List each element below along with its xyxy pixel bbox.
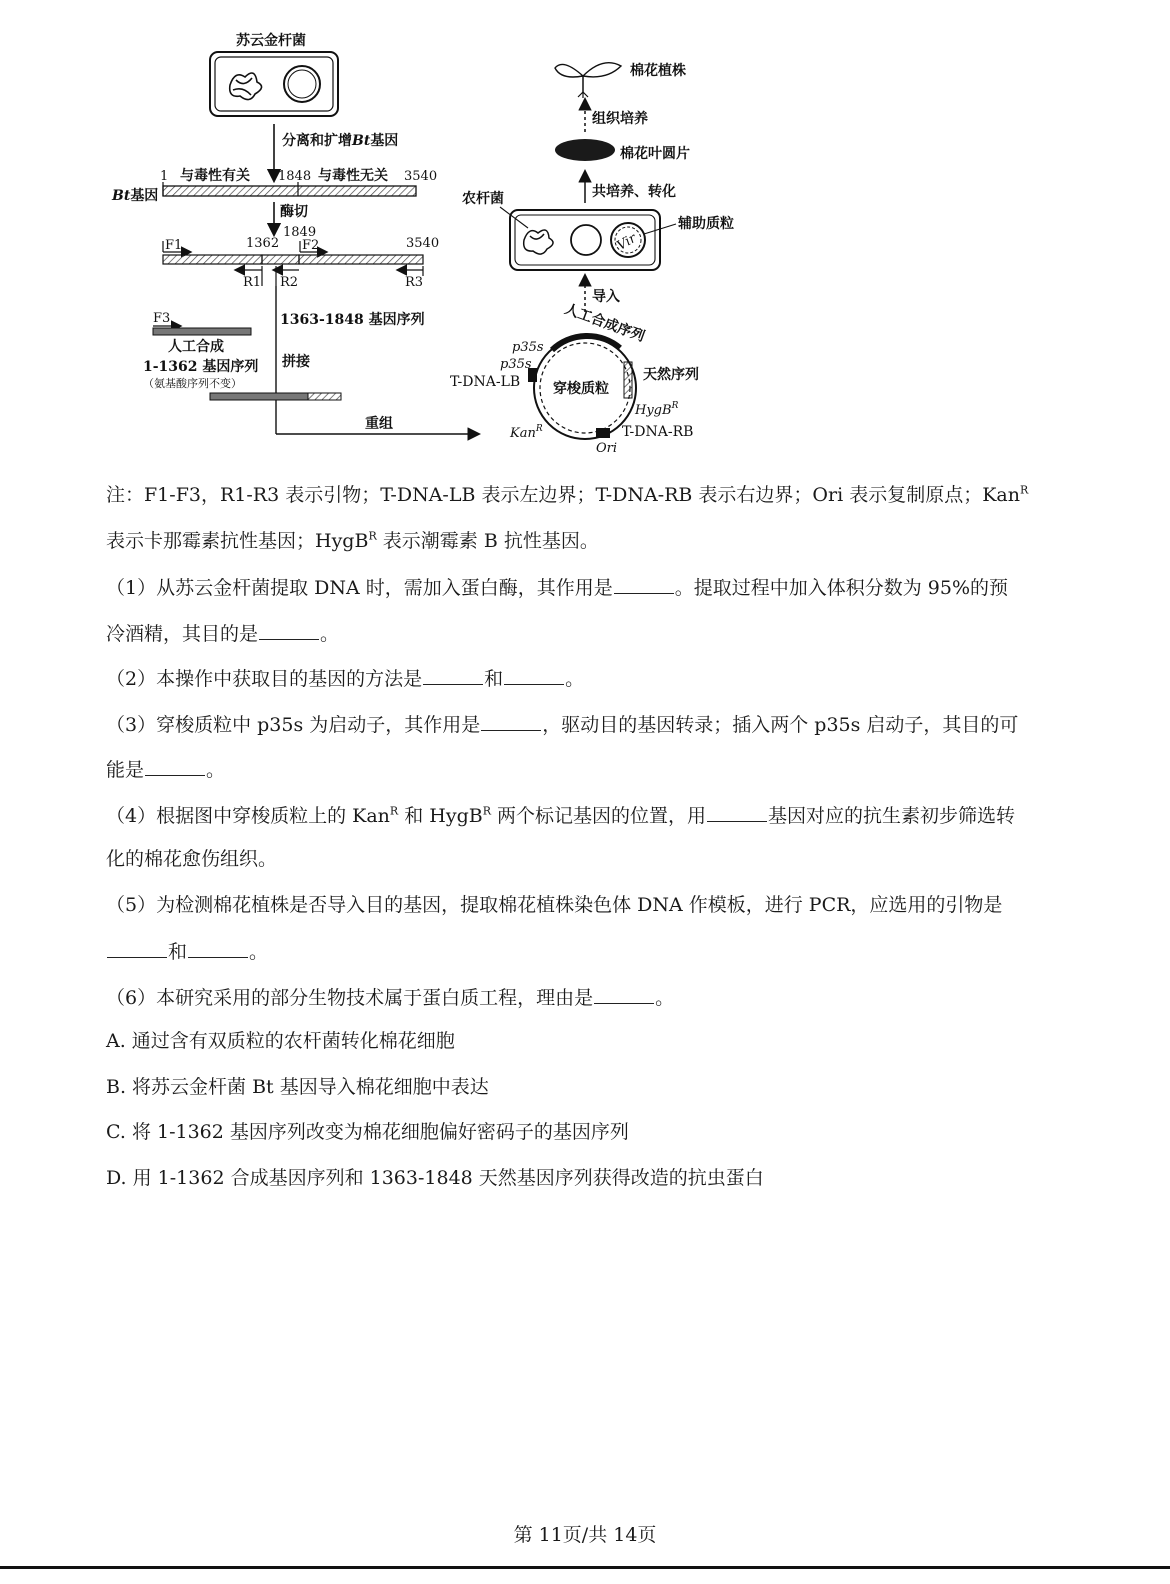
ori-block xyxy=(596,428,610,438)
toxic-related: 与毒性有关 xyxy=(180,168,250,184)
question-4-line-1: （4）根据图中穿梭质粒上的 Kan$^R$ 和 HygB$^R$ 两个标记基因的位置，用 基因对应的抗生素初步筛选转 xyxy=(106,804,1016,827)
step-cut: 酶切 xyxy=(280,204,308,220)
step-tissue: 组织培养 xyxy=(592,111,648,127)
pos-1: 1 xyxy=(160,169,169,184)
pos-3540b: 3540 xyxy=(406,236,440,251)
answer-blank[interactable] xyxy=(423,666,483,685)
agro-chromosome-icon xyxy=(524,230,553,254)
agro-plasmid-icon xyxy=(571,225,601,255)
step-coculture: 共培养、转化 xyxy=(592,184,676,200)
pos-1848: 1848 xyxy=(278,169,312,184)
primer-f2: F2 xyxy=(302,238,320,253)
seq-1363-1848: 1363-1848 基因序列 xyxy=(280,312,425,328)
page-number: 第 11页/共 14页 xyxy=(513,1524,657,1546)
agro-label: 农杆菌 xyxy=(462,191,504,207)
question-5-line-2: 和 。 xyxy=(106,939,268,963)
step-splice: 拼接 xyxy=(282,354,310,370)
plant-label: 棉花植株 xyxy=(630,63,686,79)
primer-r2: R2 xyxy=(280,275,299,290)
option-a: A. 通过含有双质粒的农杆菌转化棉花细胞 xyxy=(106,1030,455,1052)
pos-1849: 1849 xyxy=(283,225,317,240)
bacterium-wall xyxy=(215,57,333,111)
pos-1362: 1362 xyxy=(246,236,280,251)
recombined-part-1 xyxy=(210,393,308,400)
option-b: B. 将苏云金杆菌 Bt 基因导入棉花细胞中表达 xyxy=(106,1076,489,1098)
answer-blank[interactable] xyxy=(145,757,205,776)
answer-blank[interactable] xyxy=(594,985,654,1004)
cut-segment-1 xyxy=(163,255,262,264)
tdna-lb: T-DNA-LB xyxy=(450,374,521,390)
shuttle-plasmid: 穿梭质粒 xyxy=(553,381,609,397)
question-6: （6）本研究采用的部分生物技术属于蛋白质工程，理由是 。 xyxy=(106,987,675,1009)
answer-blank[interactable] xyxy=(707,803,767,822)
ori: Ori xyxy=(596,441,618,456)
plasmid-inner-ring xyxy=(288,70,316,98)
answer-blank[interactable] xyxy=(481,712,541,731)
question-4-line-2: 化的棉花愈伤组织。 xyxy=(106,848,278,870)
pos-3540: 3540 xyxy=(404,169,438,184)
question-3-line-1: （3）穿梭质粒中 p35s 为启动子，其作用是 ，驱动目的基因转录；插入两个 p35s 启动子，其目的可 xyxy=(106,714,1019,736)
answer-blank[interactable] xyxy=(188,939,248,958)
p35s-1: p35s xyxy=(512,340,544,355)
answer-blank[interactable] xyxy=(504,666,564,685)
primer-r1: R1 xyxy=(243,275,262,290)
leaf-disc: 棉花叶圆片 xyxy=(620,146,690,162)
step-recombine: 重组 xyxy=(365,416,393,432)
note-line-2: 表示卡那霉素抗性基因；HygB$^R$ 表示潮霉素 B 抗性基因。 xyxy=(106,529,599,552)
natural-seq: 天然序列 xyxy=(643,367,699,383)
agro-cell xyxy=(510,210,660,270)
plasmid-artificial: 人工合成序列 xyxy=(562,301,647,346)
question-3-line-2: 能是 。 xyxy=(106,759,226,781)
bacterium-cell xyxy=(210,52,338,116)
question-2: （2）本操作中获取目的基因的方法是 和 。 xyxy=(106,668,585,690)
bottom-rule xyxy=(0,1566,1170,1569)
vir-label: Vir xyxy=(614,231,640,254)
bacterium-title: 苏云金杆菌 xyxy=(236,33,306,49)
answer-blank[interactable] xyxy=(259,621,319,640)
step-import: 导入 xyxy=(592,289,620,305)
note-line-1: 注：F1-F3，R1-R3 表示引物；T-DNA-LB 表示左边界；T-DNA-RB 表示右边界；Ori 表示复制原点；Kan$^R$ xyxy=(106,483,1029,506)
answer-blank[interactable] xyxy=(107,939,167,958)
step-isolate: 分离和扩增Bt基因 xyxy=(282,133,399,149)
primer-r3: R3 xyxy=(405,275,424,290)
gene-engineering-diagram xyxy=(0,0,1170,470)
p35s-2: p35s xyxy=(500,357,532,372)
synthetic-segment xyxy=(153,328,251,335)
plasmid-icon xyxy=(284,66,320,102)
primer-f3: F3 xyxy=(153,311,171,326)
bt-gene-bar xyxy=(163,186,416,196)
answer-blank[interactable] xyxy=(614,575,674,594)
option-c: C. 将 1-1362 基因序列改变为棉花细胞偏好密码子的基因序列 xyxy=(106,1121,629,1143)
question-1-line-2: 冷酒精，其目的是 。 xyxy=(106,623,340,645)
primer-f1: F1 xyxy=(165,238,183,253)
cut-segment-2 xyxy=(262,255,299,264)
cut-segment-3 xyxy=(299,255,423,264)
natural-seq-segment xyxy=(624,362,632,398)
artificial-2: 1-1362 基因序列 xyxy=(143,359,259,375)
recombined-part-2 xyxy=(308,393,341,400)
tdna-rb: T-DNA-RB xyxy=(622,424,694,440)
leaf-disc-icon xyxy=(555,139,615,161)
bt-gene-label: Bt基因 xyxy=(112,188,159,204)
toxic-unrelated: 与毒性无关 xyxy=(318,168,388,184)
option-d: D. 用 1-1362 合成基因序列和 1363-1848 天然基因序列获得改造的抗虫蛋白 xyxy=(106,1167,764,1189)
hygb: HygB$^R$ xyxy=(635,401,679,418)
question-1-line-1: （1）从苏云金杆菌提取 DNA 时，需加入蛋白酶，其作用是 。提取过程中加入体积分数为 95%的预 xyxy=(106,577,1009,599)
question-5-line-1: （5）为检测棉花植株是否导入目的基因，提取棉花植株染色体 DNA 作模板，进行 PCR，应选用的引物是 xyxy=(106,894,1003,916)
chromosome-icon xyxy=(230,73,262,100)
cotton-plant-icon xyxy=(555,63,621,98)
artificial-1: 人工合成 xyxy=(168,339,224,355)
kan: Kan$^R$ xyxy=(510,424,543,441)
artificial-3: （氨基酸序列不变） xyxy=(143,377,242,390)
helper-plasmid: 辅助质粒 xyxy=(678,216,734,232)
